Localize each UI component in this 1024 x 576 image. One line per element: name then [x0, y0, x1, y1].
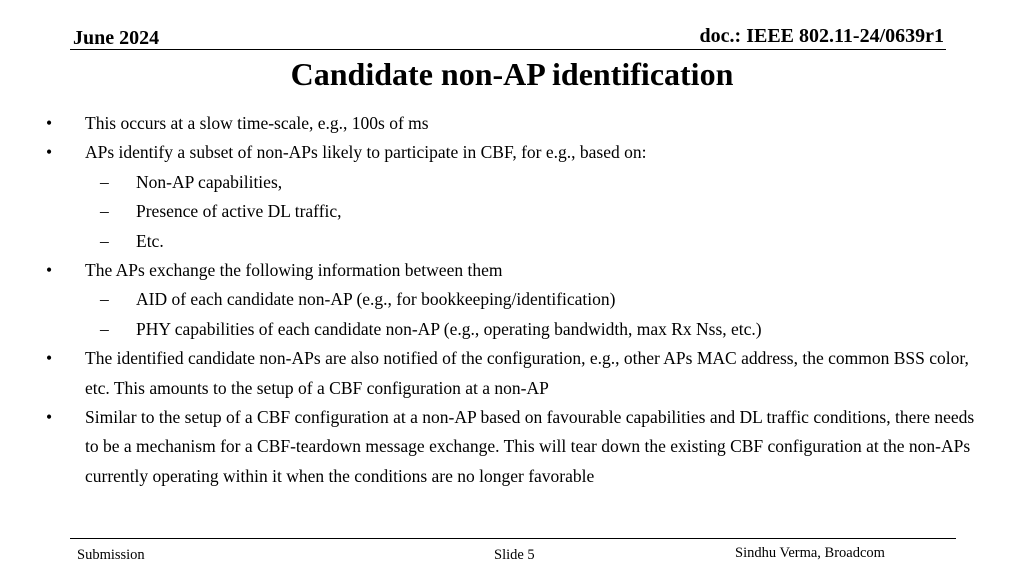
header-date: June 2024: [73, 27, 160, 49]
sub-bullet-item: [46, 315, 976, 344]
footer-divider: [70, 538, 956, 539]
sub-bullet-item: [46, 197, 976, 226]
bullet-item: [46, 403, 976, 491]
sub-bullet-marker: –: [100, 201, 109, 222]
bullet-marker: •: [46, 142, 53, 163]
sub-bullet-item: [46, 285, 976, 314]
bullet-item: [46, 109, 976, 138]
bullet-item: [46, 256, 976, 285]
sub-bullet-text: PHY capabilities of each candidate non-AP (e.g., operating bandwidth, max Rx Nss, etc.): [136, 318, 762, 339]
footer-submission: Submission: [77, 547, 145, 563]
bullet-item: [46, 344, 976, 403]
bullet-text: Similar to the setup of a CBF configuration at a non-AP based on favourable capabilities and DL traffic conditions, there needs to be a mechanism for a CBF-teardown message exchange. This will tear down the existing CBF configuration at the non-APs currently operating within it when the conditions are no longer favorable: [85, 407, 975, 486]
sub-bullet-item: [46, 168, 976, 197]
footer-author: Sindhu Verma, Broadcom: [735, 545, 885, 561]
sub-bullet-text: Presence of active DL traffic,: [136, 201, 342, 222]
bullet-item: [46, 138, 976, 167]
slide-body: [46, 109, 976, 491]
slide-title: Candidate non-AP identification: [290, 56, 734, 92]
sub-bullet-item: [46, 227, 976, 256]
footer-slide-number: Slide 5: [494, 547, 535, 563]
bullet-marker: •: [46, 348, 53, 369]
bullet-text: The APs exchange the following information between them: [85, 260, 503, 281]
bullet-text: This occurs at a slow time-scale, e.g., 100s of ms: [85, 113, 429, 133]
header-divider: [70, 49, 946, 50]
bullet-text: The identified candidate non-APs are also notified of the configuration, e.g., other APs MAC address, the common BSS color, etc. This amounts to the setup of a CBF configuration at a non-AP: [85, 348, 969, 398]
bullet-marker: •: [46, 407, 53, 428]
header-doc-id: doc.: IEEE 802.11-24/0639r1: [699, 25, 944, 47]
sub-bullet-marker: –: [100, 318, 109, 339]
sub-bullet-marker: –: [100, 289, 109, 310]
sub-bullet-text: Non-AP capabilities,: [136, 171, 283, 192]
sub-bullet-marker: –: [100, 171, 109, 192]
sub-bullet-text: Etc.: [136, 230, 164, 251]
bullet-text: APs identify a subset of non-APs likely to participate in CBF, for e.g., based on:: [85, 142, 647, 163]
bullet-marker: •: [46, 260, 53, 281]
bullet-marker: •: [46, 113, 53, 133]
sub-bullet-marker: –: [100, 230, 109, 251]
sub-bullet-text: AID of each candidate non-AP (e.g., for bookkeeping/identification): [136, 289, 616, 310]
